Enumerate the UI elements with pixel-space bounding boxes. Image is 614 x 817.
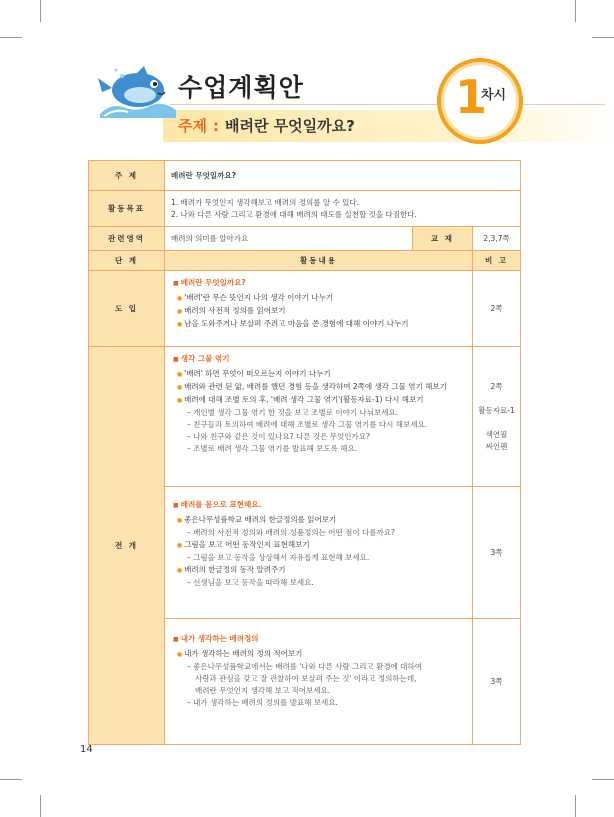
- development-stage-label: 전 개: [89, 347, 165, 745]
- header-divider: [170, 104, 605, 105]
- note-line: 활동자료-1: [478, 405, 515, 415]
- list-item: ● '배려' 하면 무엇이 떠오르는지 이야기 나누기: [177, 368, 466, 381]
- development-section-1: [165, 347, 473, 487]
- session-number: 1: [455, 70, 488, 124]
- list-item: ● '배려'란 무슨 뜻인지 나의 생각 이야기 나누기: [177, 292, 466, 305]
- sub-item: – 선생님을 보고 동작을 따라해 보세요.: [187, 578, 314, 587]
- subtitle-label: 주제: [178, 117, 207, 135]
- area-value: 배려의 의미를 알아가요: [165, 227, 413, 251]
- crop-mark: [592, 37, 614, 38]
- sub-item: – 조별로 배려 생각 그물 엮기를 발표해 보도록 해요.: [187, 444, 358, 453]
- subtitle-text: 배려란 무엇일까요?: [224, 117, 355, 135]
- list-item: ● 배려에 대해 조별 토의 후, '배려 생각 그물 엮기'(활동자료-1) 다시 해보기: [177, 394, 466, 407]
- sub-item: – 개인별 생각 그물 엮기 한 것을 보고 조별로 이야기 나눠보세요.: [187, 408, 399, 417]
- lesson-subtitle: [178, 115, 355, 136]
- goal-line: 2. 나와 다른 사람 그리고 환경에 대해 배려의 태도를 실천할 것을 다짐한다.: [171, 209, 417, 219]
- list-item: ● 배려의 사전적 정의를 읽어보기: [177, 305, 466, 318]
- column-header-row: [89, 251, 521, 271]
- crop-mark: [40, 795, 41, 817]
- intro-section-title: ■ 배려란 무엇일까요?: [173, 277, 466, 290]
- note-header: 비 고: [473, 251, 521, 271]
- crop-mark: [40, 0, 41, 22]
- note-line: 2쪽: [490, 381, 503, 391]
- note-line: 싸인펜: [485, 441, 508, 451]
- material-label: 교 재: [413, 227, 473, 251]
- topic-value: 배려란 무엇일까요?: [165, 161, 521, 191]
- sub-item: – 나와 친구와 같은 것이 있나요? 다른 것은 무엇인가요?: [187, 432, 370, 441]
- development-note-1: [473, 347, 521, 487]
- sub-item: 사랑과 관심을 갖고 잘 관찰하여 보살펴 주는 것' 이라고 정의하는데,: [195, 674, 417, 683]
- crop-mark: [592, 779, 614, 780]
- crop-mark: [0, 37, 22, 38]
- intro-note: 2쪽: [473, 271, 521, 347]
- sub-item: – 친구들과 토의하여 배려에 대해 조별로 생각 그물 엮기를 다시 해보세요.: [187, 420, 428, 429]
- list-item: ● 배려와 관련 된 앎, 배려를 했던 경험 등을 생각하여 2쪽에 생각 그물 엮기 해보기: [177, 381, 466, 394]
- goals-row: [89, 191, 521, 227]
- list-item: ● 그림을 보고 어떤 동작인지 표현해보기: [177, 539, 466, 552]
- fish-mascot-icon: [92, 62, 182, 122]
- intro-row: [89, 271, 521, 347]
- development-section-2: [165, 487, 473, 619]
- goal-line: 1. 배려가 무엇인지 생각해보고 배려의 정의를 알 수 있다.: [171, 197, 360, 207]
- section-title: ■ 배려를 몸으로 표현해요.: [173, 499, 466, 512]
- crop-mark: [575, 0, 576, 22]
- development-note-3: 3쪽: [473, 619, 521, 745]
- session-badge: [437, 58, 523, 144]
- crop-mark: [575, 795, 576, 817]
- section-title: ■ 내가 생각하는 배려정의: [173, 633, 466, 646]
- topic-label: 주 제: [89, 161, 165, 191]
- page-number: 14: [80, 744, 93, 755]
- area-row: [89, 227, 521, 251]
- session-word: 차시: [481, 88, 507, 103]
- list-item: ● 배려의 한글정의 동작 알려주기: [177, 564, 466, 577]
- sub-item: – 배려의 사전적 정의와 배려의 성품정의는 어떤 점이 다를까요?: [187, 528, 395, 537]
- goals-label: 활동목표: [89, 191, 165, 227]
- note-line: 색연필: [485, 429, 508, 439]
- goals-value: [165, 191, 521, 227]
- list-item: ● 남을 도와주거나 보살펴 주려고 마음을 쓴 경험에 대해 이야기 나누기: [177, 318, 466, 331]
- development-note-2: 3쪽: [473, 487, 521, 619]
- content-header: 활동내용: [165, 251, 473, 271]
- subtitle-colon: :: [212, 117, 219, 135]
- development-section-3: [165, 619, 473, 745]
- sub-item: 배려란 무엇인지 생각해 보고 적어보세요.: [195, 686, 331, 695]
- page-title: 수업계획안: [178, 73, 304, 102]
- topic-row: [89, 161, 521, 191]
- stage-header: 단 계: [89, 251, 165, 271]
- sub-item: – 좋은나무성품학교에서는 배려를 '나와 다른 사람 그리고 환경에 대하여: [187, 662, 422, 671]
- list-item: ● 좋은나무성품학교 배려의 한글정의를 읽어보기: [177, 514, 466, 527]
- material-value: 2,3,7쪽: [473, 227, 521, 251]
- development-row-1: [89, 347, 521, 487]
- list-item: ● 내가 생각하는 배려의 정의 적어보기: [177, 648, 466, 661]
- sub-item: – 내가 생각하는 배려의 정의를 발표해 보세요.: [187, 698, 338, 707]
- intro-stage-label: 도 입: [89, 271, 165, 347]
- lesson-plan-table: [88, 160, 521, 745]
- sub-item: – 그림을 보고 동작을 상상해서 자유롭게 표현해 보세요.: [187, 553, 370, 562]
- intro-content: [165, 271, 473, 347]
- area-label: 관련영역: [89, 227, 165, 251]
- crop-mark: [0, 779, 22, 780]
- section-title: ■ 생각 그물 엮기: [173, 353, 466, 366]
